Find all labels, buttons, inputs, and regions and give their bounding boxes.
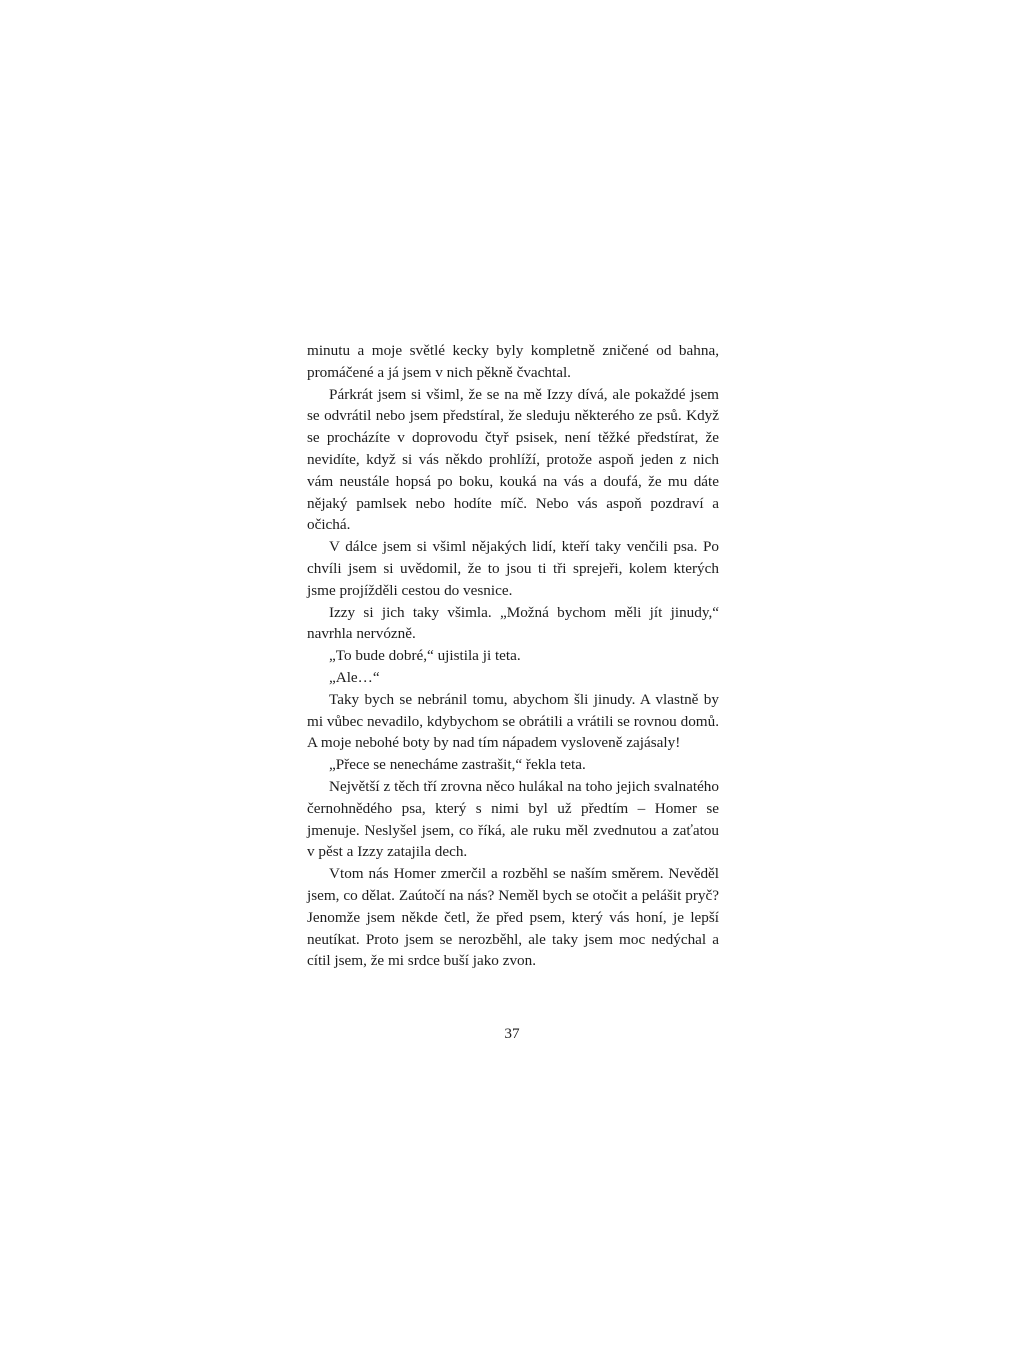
paragraph: Izzy si jich taky všimla. „Možná bychom měli jít jinudy,“ navrhla nervózně. — [307, 603, 719, 643]
paragraph: Největší z těch tří zrovna něco hulákal na toho jejich svalnatého černohnědého psa, který s nimi byl už předtím – Homer se jmenuje. Neslyšel jsem, co říká, ale ruku měl zvednutou a zaťatou v pěst a Izzy zatajila dech. — [307, 777, 719, 861]
paragraph: „Ale…“ — [329, 668, 380, 686]
body-text — [307, 340, 719, 972]
paragraph: Párkrát jsem si všiml, že se na mě Izzy dívá, ale pokaždé jsem se odvrátil nebo jsem předstíral, že sleduju některého ze psů. Když se procházíte v doprovodu čtyř psisek, není těžké předstírat, že nevidíte, když si vás někdo prohlíží, protože aspoň jeden z nich vám neustále hopsá po boku, kouká na vás a doufá, že mu dáte nějaký pamlsek nebo hodíte míč. Nebo vás aspoň pozdraví a očichá. — [307, 385, 719, 534]
paragraph: Taky bych se nebránil tomu, abychom šli jinudy. A vlastně by mi vůbec nevadilo, kdybychom se obrátili a vrátili se rovnou domů. A moje nebohé boty by nad tím nápadem vysloveně zajásaly! — [307, 690, 719, 752]
paragraph: V dálce jsem si všiml nějakých lidí, kteří taky venčili psa. Po chvíli jsem si uvědomil, že to jsou ti tři sprejeři, kolem kterých jsme projížděli cestou do vesnice. — [307, 538, 719, 599]
paragraph: minutu a moje světlé kecky byly kompletně zničené od bahna, promáčené a já jsem v nich pěkně čvachtal. — [307, 342, 719, 381]
paragraph: „Přece se nenecháme zastrašit,“ řekla teta. — [329, 756, 586, 774]
paragraph: Vtom nás Homer zmerčil a rozběhl se naším směrem. Nevěděl jsem, co dělat. Zaútočí na nás? Neměl bych se otočit a pelášit pryč? Jenomže jsem někde četl, že před psem, který vás honí, je lepší neutíkat. Proto jsem se nerozběhl, ale taky jsem moc nedýchal a cítil jsem, že mi srdce buší jako zvon. — [307, 865, 719, 970]
paragraph: „To bude dobré,“ ujistila ji teta. — [329, 647, 521, 665]
page-number: 37 — [504, 1025, 520, 1042]
